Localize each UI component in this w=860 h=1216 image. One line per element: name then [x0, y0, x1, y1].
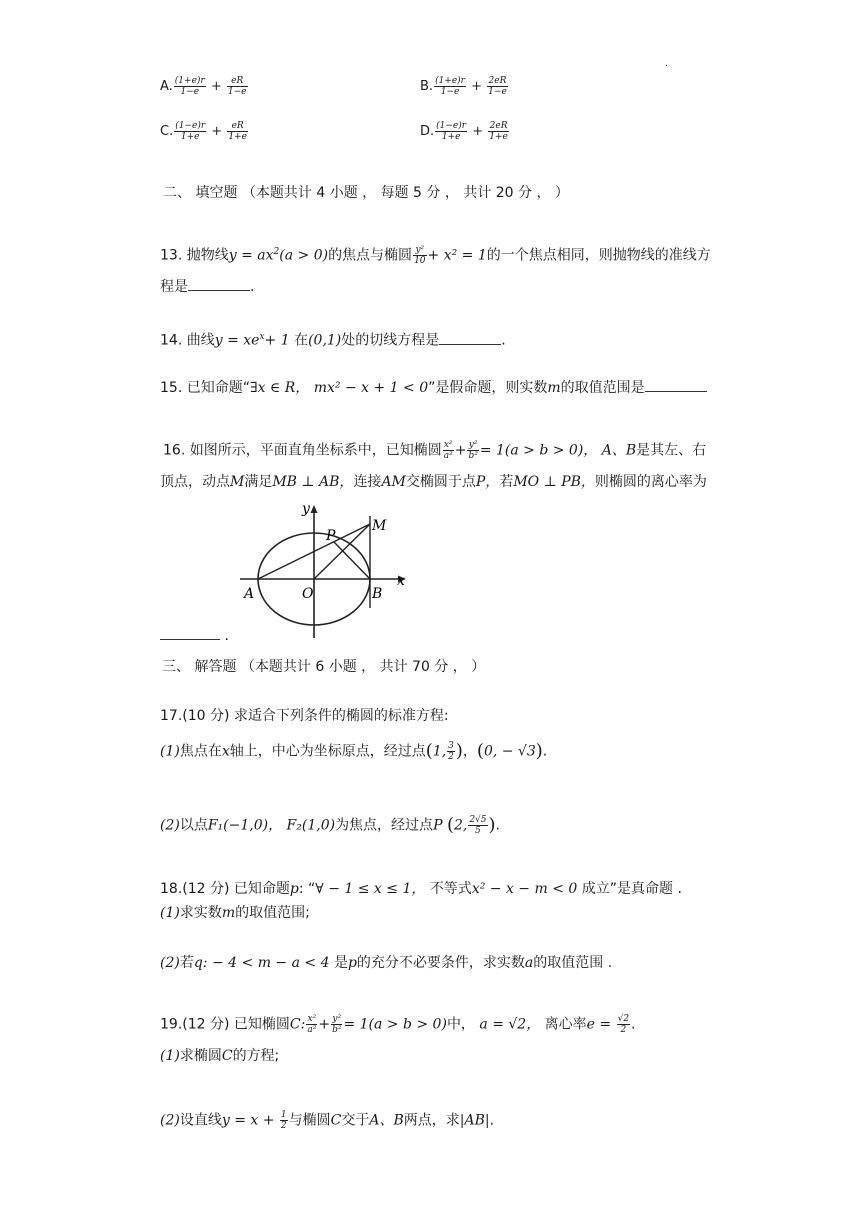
q19-frac-e: $\frac{√2}{2}$ — [617, 1014, 630, 1035]
q18-p1-math: m — [221, 905, 236, 921]
q19-p2-text-1: 设直线 — [179, 1112, 222, 1129]
q19-head-end: . — [631, 1016, 636, 1033]
q17-p2-text-2: 为焦点，经过点 — [335, 817, 434, 834]
option-d-frac2: $\frac{2eR}{1+e}$ — [489, 121, 508, 142]
option-a-frac2: $\frac{eR}{1-e}$ — [227, 76, 247, 97]
q18-p2-label: (2) — [160, 955, 180, 971]
q13-number: 13. — [160, 247, 183, 264]
q13-text-4: 程是 — [160, 279, 188, 295]
question-16-line2 — [160, 472, 707, 492]
q17-p2-math-2: F₂(1,0) — [286, 817, 336, 834]
q17-frac-1: $\frac{3}{2}$ — [448, 741, 454, 762]
section-2-title: 二、 填空题 （本题共计 4 小题 ， 每题 5 分 ， 共计 20 分 ， ） — [163, 185, 569, 201]
q18-p2-math-2: p — [347, 955, 357, 971]
q19-p2-text-3: 交于 — [341, 1112, 370, 1129]
q13-text-1: 抛物线 — [186, 247, 229, 264]
label-p: P — [326, 528, 336, 544]
q16-math-4: MB ⊥ AB， — [272, 474, 354, 490]
q17-p1-text-2: 轴上，中心为坐标原点，经过点 — [229, 743, 426, 760]
paren-close: ) — [455, 740, 463, 762]
q13-text-2: 的焦点与椭圆 — [328, 247, 413, 264]
option-b-frac1: $\frac{(1+e)r}{1-e}$ — [435, 76, 465, 97]
q16-math-5: AM — [381, 474, 406, 490]
q19-frac-x: $\frac{\text{x²}}{\text{a²}}$ — [307, 1014, 317, 1035]
y-axis-arrow — [311, 505, 318, 513]
option-d-label: D. — [420, 124, 435, 139]
question-16 — [163, 440, 706, 461]
q19-p2-text-4: 两点，求 — [403, 1112, 460, 1129]
q19-p2-math-3: A、B — [369, 1112, 404, 1129]
q14-math-2: + 1 — [264, 332, 290, 349]
q14-text-3: 处的切线方程是 — [341, 332, 440, 349]
q16-answer-blank[interactable] — [160, 627, 220, 640]
q18-p1-text-1: 求实数 — [179, 905, 222, 921]
q18-p2-text-4: 的取值范围 . — [533, 955, 613, 971]
paren-open: ( — [476, 740, 484, 762]
paren-close: ) — [535, 740, 543, 762]
q19-head-4: 中， — [446, 1016, 475, 1033]
q16-text-8: 则椭圆的离心率为 — [594, 474, 707, 490]
q13-end: . — [250, 279, 255, 295]
q17-p1-math-1: x — [221, 743, 230, 760]
question-15 — [160, 378, 707, 398]
question-19-part2 — [160, 1110, 494, 1131]
paren-close: ) — [488, 814, 496, 836]
q17-p2-text-1: 以点 — [179, 817, 208, 834]
q19-head-3: = 1(a > b > 0) — [343, 1016, 447, 1033]
question-13 — [160, 242, 711, 266]
q18-p1-label: (1) — [160, 905, 180, 921]
q19-p1-math: C — [221, 1048, 233, 1064]
option-c — [160, 121, 249, 142]
option-c-frac2: $\frac{eR}{1+e}$ — [228, 121, 247, 142]
q13-text-3: 的一个焦点相同，则抛物线的准线方 — [486, 247, 711, 264]
q19-p2-text-2: 与椭圆 — [288, 1112, 331, 1129]
q18-p1-text-2: 的取值范围; — [235, 905, 310, 921]
q16-text-1: 如图所示，平面直角坐标系中，已知椭圆 — [189, 442, 442, 459]
q18-head-5: 不等式 — [429, 881, 472, 897]
option-d-frac1: $\frac{(1-e)r}{1+e}$ — [436, 121, 467, 142]
q19-p2-math-1: y = x + — [221, 1112, 275, 1129]
q15-answer-blank[interactable] — [645, 379, 707, 392]
option-a-frac1: $\frac{(1+e)r}{1-e}$ — [174, 76, 205, 97]
q18-head-4: ∀ − 1 ≤ x ≤ 1， — [315, 881, 426, 897]
q19-p2-label: (2) — [160, 1112, 180, 1129]
q18-head-6: x² − x − m < 0 — [471, 881, 578, 897]
section-3-title: 三、 解答题 （本题共计 6 小题 ， 共计 70 分 ， ） — [162, 659, 486, 675]
q15-math-2: mx² − x + 1 < 0 — [313, 380, 429, 396]
q16-text-6: 交椭圆于点 — [405, 474, 476, 490]
q16-end: . — [224, 628, 229, 644]
label-a: A — [244, 586, 255, 602]
q18-p2-text-2: 是 — [333, 955, 348, 971]
q16-math-1: = 1(a > b > 0)， — [479, 442, 598, 459]
q18-p2-math-3: a — [524, 955, 534, 971]
q17-p1-end: . — [542, 743, 548, 760]
q19-p2-math-4: |AB| — [459, 1112, 490, 1129]
q15-text-3: 的取值范围是 — [560, 380, 645, 396]
q17-point-3: 2, — [453, 817, 468, 834]
q14-answer-blank[interactable] — [439, 332, 501, 345]
option-d — [420, 121, 510, 142]
q16-text-7: 若 — [499, 474, 514, 490]
question-18-part1 — [160, 903, 310, 923]
q16-text-2: 是其左、右 — [636, 442, 707, 459]
question-18-head — [160, 879, 682, 899]
q15-math-3: m — [547, 380, 561, 396]
q16-text-4: 满足 — [244, 474, 273, 490]
q19-frac-y: $\frac{\text{y²}}{\text{b²}}$ — [332, 1014, 342, 1035]
q19-p2-end: . — [489, 1112, 495, 1129]
q18-head-2: p — [289, 881, 299, 897]
q18-p2-math-1: q: − 4 < m − a < 4 — [193, 955, 330, 971]
label-x: x — [397, 573, 405, 589]
question-14 — [160, 327, 506, 351]
question-19-part1 — [160, 1046, 279, 1066]
q19-head-7: e = — [586, 1016, 612, 1033]
q19-p1-label: (1) — [160, 1048, 180, 1064]
plus-sign: + — [211, 124, 223, 139]
q17-frac-2: $\frac{2√5}{5}$ — [469, 815, 487, 836]
q13-frac: $\frac{\text{y²}}{10}$ — [414, 245, 426, 267]
option-b — [420, 76, 509, 97]
q18-head-3: : “ — [298, 881, 316, 897]
q14-text-1: 曲线 — [186, 332, 215, 349]
question-17-part1 — [160, 741, 547, 762]
q13-sup: 2 — [273, 247, 280, 257]
question-18-part2 — [160, 953, 612, 973]
q14-sup: x — [259, 332, 265, 342]
q13-math-3: + x² = 1 — [427, 247, 487, 264]
option-b-frac2: $\frac{2eR}{1-e}$ — [488, 76, 507, 97]
q17-p2-end: . — [495, 817, 500, 834]
q17-sep: ， — [462, 743, 477, 760]
q16-text-5: 连接 — [353, 474, 382, 490]
paren-open: ( — [425, 740, 433, 762]
option-a — [160, 76, 249, 97]
label-m: M — [372, 518, 387, 534]
q19-head-1: 19.(12 分) 已知椭圆 — [160, 1016, 290, 1033]
q16-number: 16. — [163, 442, 186, 459]
q15-number: 15. — [160, 380, 183, 396]
q14-text-2: 在 — [294, 332, 309, 349]
q19-p1-text-1: 求椭圆 — [179, 1048, 222, 1064]
q18-p2-text-1: 若 — [179, 955, 194, 971]
q14-end: . — [501, 332, 506, 349]
q17-p2-math-1: F₁(−1,0)， — [207, 817, 283, 834]
q13-answer-blank[interactable] — [188, 278, 250, 291]
question-13-line2 — [160, 277, 254, 297]
q16-math-3: M — [230, 474, 245, 490]
q16-frac-y: $\frac{\text{y²}}{\text{b²}}$ — [468, 440, 478, 461]
q17-point-2: 0, − √3 — [483, 743, 536, 760]
q15-math-1: ∃x ∈ R， — [249, 380, 310, 396]
q17-p1-text-1: 焦点在 — [179, 743, 222, 760]
q19-p1-text-2: 的方程; — [232, 1048, 280, 1064]
q19-head-5: a = √2， — [479, 1016, 541, 1033]
q14-number: 14. — [160, 332, 183, 349]
plus-sign: + — [471, 79, 483, 94]
q19-head-2: C: — [289, 1016, 306, 1033]
plus-sign: + — [454, 442, 467, 459]
q19-frac-half: $\frac{1}{2}$ — [280, 1110, 287, 1131]
q18-head-1: 18.(12 分) 已知命题 — [160, 881, 290, 897]
option-c-label: C. — [160, 124, 174, 139]
label-b: B — [372, 586, 383, 602]
plus-sign: + — [318, 1016, 331, 1033]
q16-math-2: A、B — [601, 442, 637, 459]
option-b-label: B. — [420, 79, 434, 94]
q18-p2-text-3: 的充分不必要条件，求实数 — [356, 955, 525, 971]
option-a-label: A. — [160, 79, 173, 94]
question-17-part2 — [160, 815, 500, 836]
paren-open: ( — [446, 814, 454, 836]
q16-math-6: P， — [475, 474, 500, 490]
q16-text-3: 顶点，动点 — [160, 474, 230, 490]
q18-head-7: 成立”是真命题 . — [581, 881, 682, 897]
ellipse-figure — [236, 496, 416, 641]
plus-sign: + — [472, 124, 484, 139]
q14-math-3: (0,1) — [308, 332, 342, 349]
header-dot: . — [665, 58, 669, 69]
q13-math-2: (a > 0) — [279, 247, 329, 264]
q16-frac-x: $\frac{\text{x²}}{\text{a²}}$ — [443, 440, 453, 461]
q14-math-1: y = xe — [214, 332, 260, 349]
q17-p2-label: (2) — [160, 817, 180, 834]
q13-math-1: y = ax — [228, 247, 274, 264]
label-o: O — [302, 586, 314, 602]
q17-p1-label: (1) — [160, 743, 180, 760]
q17-point-1: 1, — [432, 743, 447, 760]
q15-text-1: 已知命题“ — [186, 380, 250, 396]
q17-p2-math-3: P — [433, 817, 443, 834]
q16-math-7: MO ⊥ PB， — [513, 474, 595, 490]
plus-sign: + — [210, 79, 222, 94]
question-19-head — [160, 1014, 636, 1035]
question-16-answer — [160, 626, 229, 646]
question-17-head: 17.(10 分) 求适合下列条件的椭圆的标准方程: — [160, 708, 449, 724]
q19-p2-math-2: C — [330, 1112, 342, 1129]
label-y: y — [302, 501, 310, 517]
q19-head-6: 离心率 — [544, 1016, 587, 1033]
option-c-frac1: $\frac{(1-e)r}{1+e}$ — [175, 121, 206, 142]
q15-text-2: ”是假命题，则实数 — [428, 380, 548, 396]
